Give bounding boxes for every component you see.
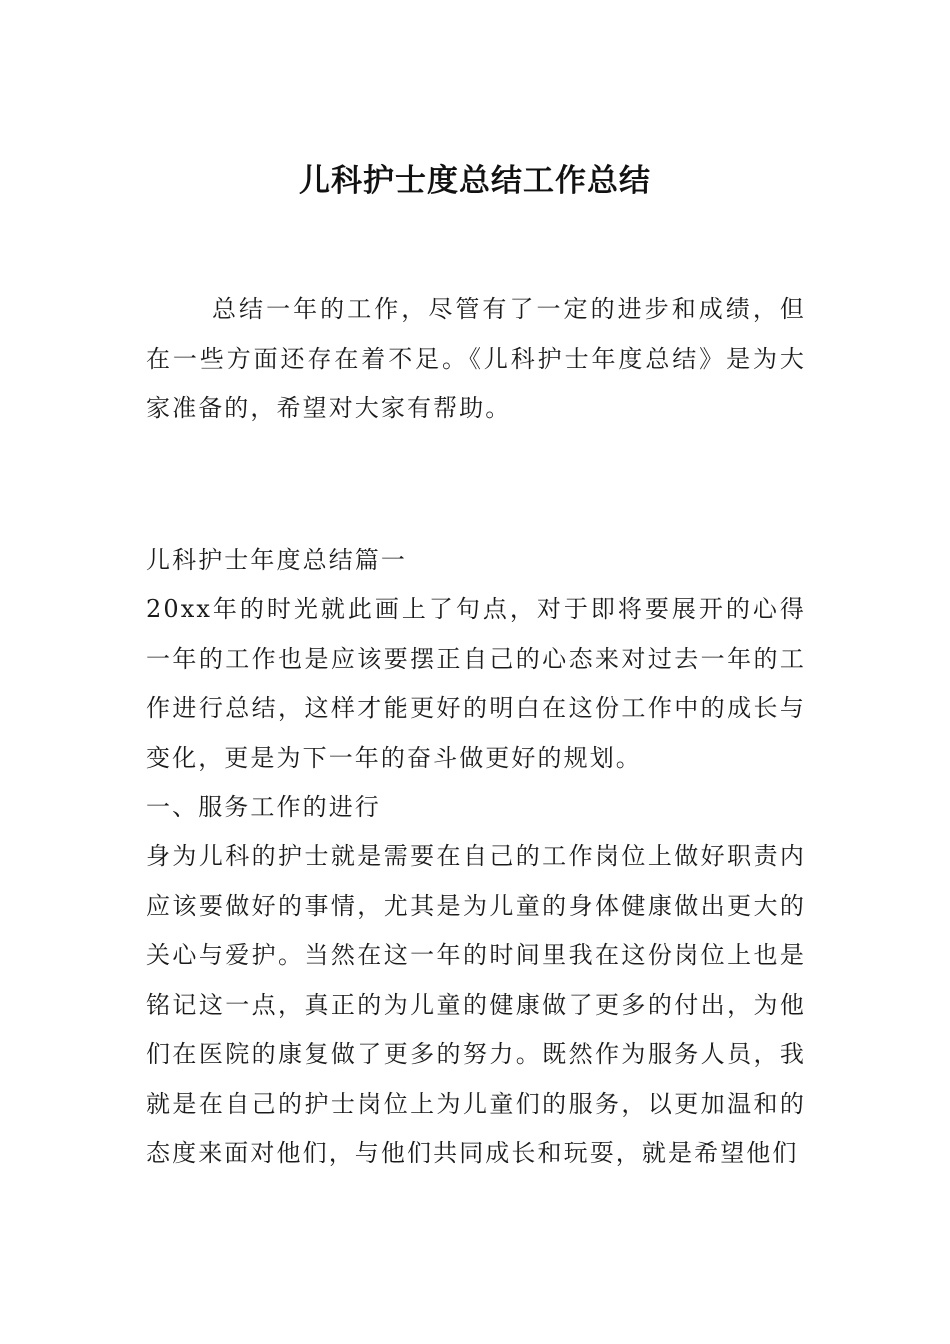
document-title: 儿科护士度总结工作总结	[299, 163, 651, 199]
subheading: 一、服务工作的进行	[146, 793, 381, 821]
section-paragraph: 20xx年的时光就此画上了句点，对于即将要展开的心得一年的工作也是应该要摆正自己的心态来对过去一年的工作进行总结，这样才能更好的明白在这份工作中的成长与变化，更是为下一年的奋斗做更好的规划。	[146, 595, 806, 772]
section-heading: 儿科护士年度总结篇一	[146, 546, 407, 574]
intro-paragraph: 总结一年的工作，尽管有了一定的进步和成绩，但在一些方面还存在着不足。《儿科护士年度总结》是为大家准备的，希望对大家有帮助。	[146, 295, 806, 422]
subheading-paragraph: 身为儿科的护士就是需要在自己的工作岗位上做好职责内应该要做好的事情，尤其是为儿童的身体健康做出更大的关心与爱护。当然在这一年的时间里我在这份岗位上也是铭记这一点，真正的为儿童的健康做了更多的付出，为他们在医院的康复做了更多的努力。既然作为服务人员，我就是在自己的护士岗位上为儿童们的服务，以更加温和的态度来面对他们，与他们共同成长和玩耍，就是希望他们	[146, 842, 806, 1167]
